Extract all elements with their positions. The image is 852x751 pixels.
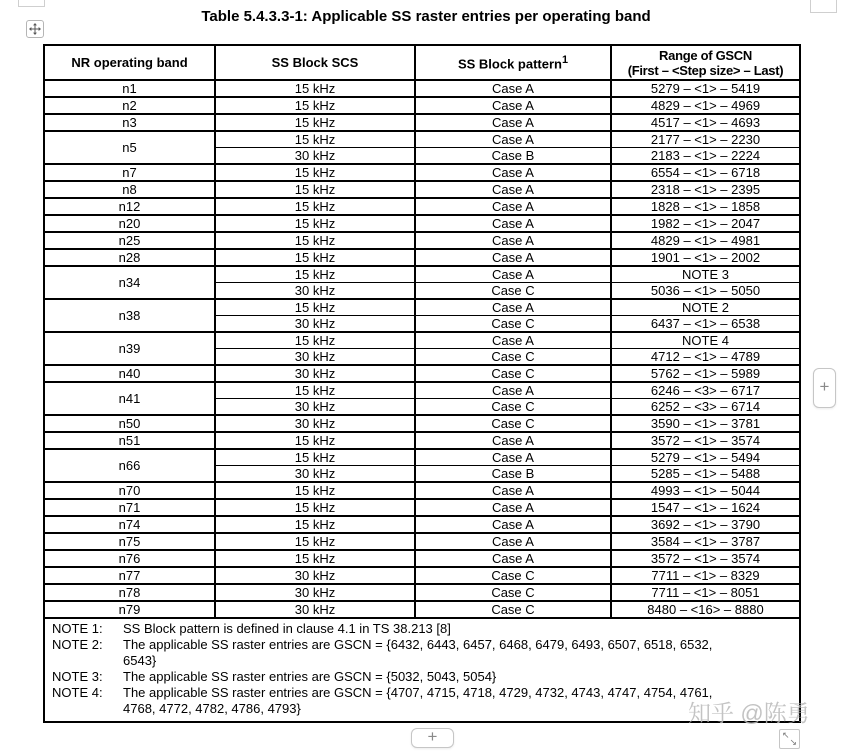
pattern-cell: Case C: [415, 365, 611, 382]
note-text: The applicable SS raster entries are GSCN = {5032, 5043, 5054}: [123, 669, 497, 684]
note-item: [52, 621, 795, 637]
band-cell: n71: [45, 499, 215, 516]
table-row: [45, 181, 799, 198]
pattern-cell: Case A: [415, 449, 611, 466]
table-row: [45, 482, 799, 499]
gscn-cell: 5279 – <1> – 5419: [611, 80, 799, 97]
gscn-cell: 5285 – <1> – 5488: [611, 466, 799, 483]
pattern-cell: Case A: [415, 131, 611, 148]
table-row: [45, 198, 799, 215]
table-row: [45, 449, 799, 466]
band-cell: n77: [45, 567, 215, 584]
scs-cell: 15 kHz: [215, 382, 415, 399]
gscn-cell: 1828 – <1> – 1858: [611, 198, 799, 215]
pattern-cell: Case C: [415, 567, 611, 584]
band-cell: n34: [45, 266, 215, 299]
gscn-cell: NOTE 3: [611, 266, 799, 283]
table-row: [45, 131, 799, 148]
table-row: [45, 415, 799, 432]
scs-cell: 15 kHz: [215, 232, 415, 249]
scs-cell: 15 kHz: [215, 533, 415, 550]
pattern-cell: Case C: [415, 316, 611, 333]
band-cell: n1: [45, 80, 215, 97]
note-label: NOTE 4:: [52, 685, 103, 700]
gscn-cell: 3572 – <1> – 3574: [611, 550, 799, 567]
band-cell: n12: [45, 198, 215, 215]
band-cell: n38: [45, 299, 215, 332]
gscn-cell: 6252 – <3> – 6714: [611, 399, 799, 416]
ss-raster-table-grid: [45, 46, 799, 617]
pattern-cell: Case A: [415, 198, 611, 215]
band-cell: n39: [45, 332, 215, 365]
band-cell: n74: [45, 516, 215, 533]
scs-cell: 15 kHz: [215, 516, 415, 533]
header-row: [45, 46, 799, 80]
scs-cell: 15 kHz: [215, 198, 415, 215]
band-cell: n41: [45, 382, 215, 415]
gscn-cell: 4712 – <1> – 4789: [611, 349, 799, 366]
table-row: [45, 382, 799, 399]
pattern-cell: Case A: [415, 482, 611, 499]
note-label: NOTE 1:: [52, 621, 103, 636]
table-row: [45, 215, 799, 232]
scs-cell: 30 kHz: [215, 148, 415, 165]
add-column-button[interactable]: [813, 368, 836, 408]
band-cell: n76: [45, 550, 215, 567]
corner-control-fragment-left: [18, 0, 45, 7]
pattern-cell: Case A: [415, 266, 611, 283]
pattern-cell: Case A: [415, 516, 611, 533]
band-cell: n79: [45, 601, 215, 617]
pattern-cell: Case A: [415, 382, 611, 399]
scs-cell: 30 kHz: [215, 415, 415, 432]
pattern-cell: Case C: [415, 601, 611, 617]
scs-cell: 30 kHz: [215, 466, 415, 483]
resize-arrow-se-icon: ↘: [789, 737, 797, 747]
gscn-cell: 5762 – <1> – 5989: [611, 365, 799, 382]
band-cell: n78: [45, 584, 215, 601]
table-row: [45, 533, 799, 550]
pattern-cell: Case A: [415, 80, 611, 97]
band-cell: n8: [45, 181, 215, 198]
pattern-cell: Case C: [415, 349, 611, 366]
pattern-cell: Case A: [415, 499, 611, 516]
scs-cell: 30 kHz: [215, 316, 415, 333]
header-gscn-line2: (First – <Step size> – Last): [627, 62, 784, 78]
header-gscn-line1: Range of GSCN: [659, 47, 752, 63]
band-cell: n40: [45, 365, 215, 382]
table-row: [45, 332, 799, 349]
pattern-cell: Case C: [415, 415, 611, 432]
gscn-cell: 4829 – <1> – 4969: [611, 97, 799, 114]
scs-cell: 15 kHz: [215, 97, 415, 114]
gscn-cell: NOTE 4: [611, 332, 799, 349]
note-text: The applicable SS raster entries are GSCN = {4707, 4715, 4718, 4729, 4732, 4743, 4747, 4754, 4761, 4768, 4772, 4782, 4786, 4793}: [123, 685, 713, 716]
table-row: [45, 97, 799, 114]
pattern-cell: Case C: [415, 584, 611, 601]
table-row: [45, 516, 799, 533]
scs-cell: 15 kHz: [215, 266, 415, 283]
gscn-cell: 3590 – <1> – 3781: [611, 415, 799, 432]
scs-cell: 30 kHz: [215, 567, 415, 584]
gscn-cell: 1982 – <1> – 2047: [611, 215, 799, 232]
gscn-cell: 2177 – <1> – 2230: [611, 131, 799, 148]
pattern-cell: Case A: [415, 232, 611, 249]
scs-cell: 15 kHz: [215, 249, 415, 266]
band-cell: n28: [45, 249, 215, 266]
scs-cell: 30 kHz: [215, 349, 415, 366]
pattern-cell: Case A: [415, 181, 611, 198]
band-cell: n75: [45, 533, 215, 550]
gscn-cell: 7711 – <1> – 8051: [611, 584, 799, 601]
gscn-cell: 5279 – <1> – 5494: [611, 449, 799, 466]
table-resize-handle[interactable]: [779, 729, 800, 749]
gscn-cell: 8480 – <16> – 8880: [611, 601, 799, 617]
scs-cell: 15 kHz: [215, 114, 415, 131]
pattern-cell: Case A: [415, 97, 611, 114]
note-label: NOTE 3:: [52, 669, 103, 684]
watermark: 知乎 @陈勇: [688, 700, 810, 726]
band-cell: n66: [45, 449, 215, 482]
scs-cell: 15 kHz: [215, 299, 415, 316]
table-row: [45, 80, 799, 97]
table-body: [45, 80, 799, 617]
note-item: [52, 637, 795, 669]
gscn-cell: 6437 – <1> – 6538: [611, 316, 799, 333]
table-row: [45, 164, 799, 181]
table-row: [45, 266, 799, 283]
table-row: [45, 550, 799, 567]
plus-icon: +: [819, 377, 830, 396]
pattern-cell: Case A: [415, 215, 611, 232]
scs-cell: 15 kHz: [215, 215, 415, 232]
scs-cell: 30 kHz: [215, 584, 415, 601]
scs-cell: 15 kHz: [215, 80, 415, 97]
table-row: [45, 499, 799, 516]
gscn-cell: 3572 – <1> – 3574: [611, 432, 799, 449]
band-cell: n70: [45, 482, 215, 499]
plus-icon: +: [427, 727, 438, 746]
pattern-cell: Case C: [415, 399, 611, 416]
header-pattern: SS Block pattern$^1$: [415, 46, 611, 80]
table-row: [45, 432, 799, 449]
gscn-cell: 1901 – <1> – 2002: [611, 249, 799, 266]
pattern-cell: Case A: [415, 332, 611, 349]
band-cell: n20: [45, 215, 215, 232]
scs-cell: 15 kHz: [215, 449, 415, 466]
resize-arrow-nw-icon: ↖: [782, 730, 790, 740]
table-row: [45, 567, 799, 584]
scs-cell: 15 kHz: [215, 164, 415, 181]
note-text: SS Block pattern is defined in clause 4.1 in TS 38.213 [8]: [123, 621, 451, 636]
header-band: NR operating band: [45, 46, 215, 80]
gscn-cell: 4829 – <1> – 4981: [611, 232, 799, 249]
band-cell: n3: [45, 114, 215, 131]
note-text: The applicable SS raster entries are GSCN = {6432, 6443, 6457, 6468, 6479, 6493, 6507, 6518, 6532, 6543}: [123, 637, 713, 668]
gscn-cell: 6554 – <1> – 6718: [611, 164, 799, 181]
table-row: [45, 365, 799, 382]
header-scs: SS Block SCS: [215, 46, 415, 80]
band-cell: n5: [45, 131, 215, 164]
pattern-cell: Case A: [415, 249, 611, 266]
gscn-cell: 6246 – <3> – 6717: [611, 382, 799, 399]
gscn-cell: 3692 – <1> – 3790: [611, 516, 799, 533]
table-row: [45, 601, 799, 617]
scs-cell: 15 kHz: [215, 432, 415, 449]
gscn-cell: NOTE 2: [611, 299, 799, 316]
table-row: [45, 584, 799, 601]
note-item: [52, 685, 795, 717]
scs-cell: 15 kHz: [215, 482, 415, 499]
table-row: [45, 249, 799, 266]
pattern-cell: Case A: [415, 299, 611, 316]
gscn-cell: 5036 – <1> – 5050: [611, 283, 799, 300]
pattern-cell: Case C: [415, 283, 611, 300]
scs-cell: 15 kHz: [215, 181, 415, 198]
pattern-cell: Case A: [415, 533, 611, 550]
band-cell: n25: [45, 232, 215, 249]
pattern-cell: Case B: [415, 466, 611, 483]
band-cell: n51: [45, 432, 215, 449]
table-row: [45, 232, 799, 249]
scs-cell: 30 kHz: [215, 399, 415, 416]
add-row-button[interactable]: [411, 728, 454, 748]
scs-cell: 15 kHz: [215, 131, 415, 148]
pattern-cell: Case A: [415, 164, 611, 181]
ss-raster-table: [43, 44, 801, 723]
notes: [45, 617, 799, 721]
gscn-cell: 4993 – <1> – 5044: [611, 482, 799, 499]
gscn-cell: 3584 – <1> – 3787: [611, 533, 799, 550]
band-cell: n50: [45, 415, 215, 432]
note-item: [52, 669, 795, 685]
gscn-cell: 4517 – <1> – 4693: [611, 114, 799, 131]
table-row: [45, 114, 799, 131]
gscn-cell: 2183 – <1> – 2224: [611, 148, 799, 165]
note-label: NOTE 2:: [52, 637, 103, 652]
header-gscn: [611, 46, 799, 80]
band-cell: n2: [45, 97, 215, 114]
scs-cell: 15 kHz: [215, 332, 415, 349]
gscn-cell: 1547 – <1> – 1624: [611, 499, 799, 516]
gscn-cell: 7711 – <1> – 8329: [611, 567, 799, 584]
pattern-cell: Case A: [415, 432, 611, 449]
note1-superscript: 1: [562, 53, 569, 66]
table-row: [45, 299, 799, 316]
band-cell: n7: [45, 164, 215, 181]
scs-cell: 30 kHz: [215, 365, 415, 382]
scs-cell: 15 kHz: [215, 550, 415, 567]
gscn-cell: 2318 – <1> – 2395: [611, 181, 799, 198]
pattern-cell: Case B: [415, 148, 611, 165]
table-title: Table 5.4.3.3-1: Applicable SS raster entries per operating band: [201, 8, 651, 25]
scs-cell: 15 kHz: [215, 499, 415, 516]
pattern-cell: Case A: [415, 114, 611, 131]
pattern-cell: Case A: [415, 550, 611, 567]
scs-cell: 30 kHz: [215, 283, 415, 300]
scs-cell: 30 kHz: [215, 601, 415, 617]
